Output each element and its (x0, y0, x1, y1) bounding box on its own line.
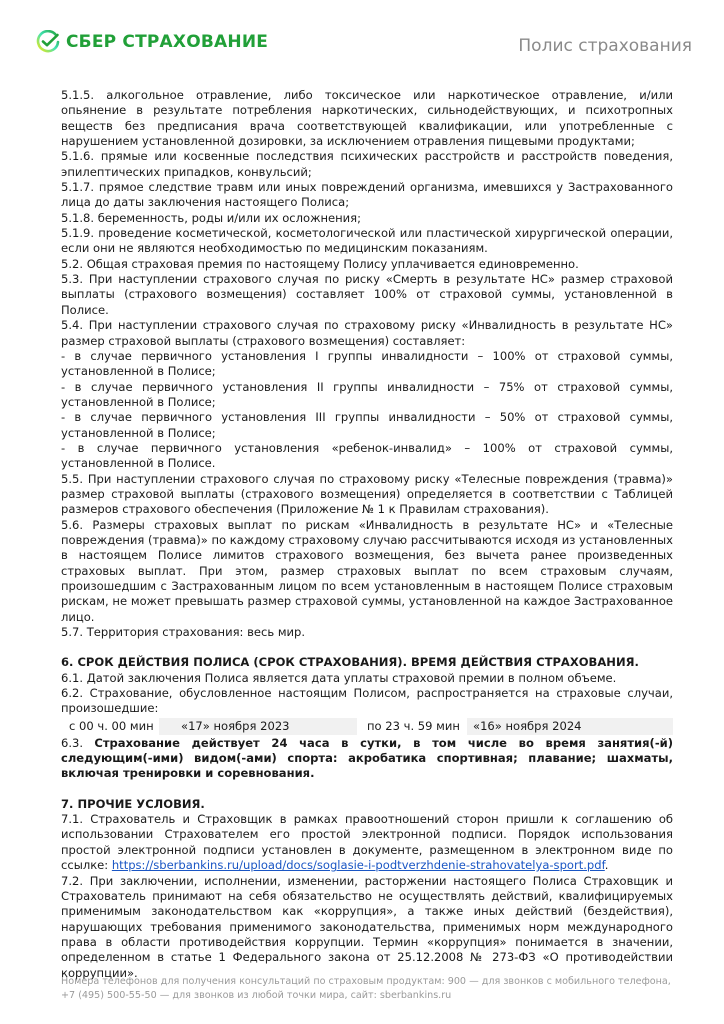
clause-7-1 (61, 812, 673, 873)
sber-logo-icon (36, 30, 60, 54)
page-header (0, 0, 724, 70)
clause-5-3: 5.3. При наступлении страхового случая по риску «Смерть в результате НС» размер страховой выплаты (страхового возмещения) составляет 100% от страховой суммы, установленной в Полисе. (61, 272, 673, 317)
section-7-heading: 7. ПРОЧИЕ УСЛОВИЯ. (61, 796, 205, 811)
clause-6-1: 6.1. Датой заключения Полиса является дата уплаты страховой премии в полном объеме. (61, 670, 617, 685)
clause-5-7: 5.7. Территория страхования: весь мир. (61, 625, 306, 640)
clause-6-3 (61, 736, 673, 782)
insurance-period (61, 718, 673, 735)
clause-5-4-group-1: - в случае первичного установления I группы инвалидности – 100% от страховой суммы, установленной в Полисе; (61, 348, 673, 379)
clause-7-2: 7.2. При заключении, исполнении, изменении, расторжении настоящего Полиса Страховщик и Страхователь принимают на себя обязательство не осуществлять действий, квалифицируемых применимым законодательством как «коррупция», а также иных действий (бездействия), нарушающих требования применимого законодательства, применимых норм международного права в области противодействия коррупции. Термин «коррупция» понимается в значении, определенном в статье 1 Федерального закона от 25.12.2008 № 273-ФЗ «О противодействии коррупции». (61, 873, 673, 980)
clause-6-3-text: Страхование действует 24 часа в сутки, в том числе во время занятия(-й) следующим(-ими) видом(-ами) спорта: акробатика спортивная; плавание; шахматы, включая тренировки и соревнования. (61, 735, 673, 781)
logo-text: СБЕР СТРАХОВАНИЕ (66, 32, 269, 52)
clause-5-4-child: - в случае первичного установления «ребенок-инвалид» – 100% от страховой суммы, установленной в Полисе. (61, 440, 673, 471)
clause-5-1-8: 5.1.8. беременность, роды и/или их осложнения; (61, 210, 362, 225)
footer-line-2: +7 (495) 500-55-50 — для звонков из любой точки мира, сайт: sberbankins.ru (61, 990, 452, 1001)
company-logo (36, 30, 268, 54)
clause-5-1-5: 5.1.5. алкогольное отравление, либо токсическое или наркотическое отравление, и/или опьянение в результате потребления наркотических, сильнодействующих, и психотропных веществ без предписания врача соответствующей квалификации, или употребленные с нарушением установленной дозировки, за исключением отравления пищевыми продуктами; (61, 88, 673, 149)
document-title: Полис страхования (518, 36, 692, 56)
period-to-time: по 23 ч. 59 мин (367, 718, 460, 733)
clause-7-1-text: 7.1. Страхователь и Страховщик в рамках правоотношений сторон пришли к соглашению об использовании Страхователем его простой электронной подписи. Порядок использования простой электронной подписи установлен в документе, размещенном в электронном виде по ссылке: (61, 812, 673, 873)
period-from-time: с 00 ч. 00 мин (69, 718, 154, 733)
consent-document-link[interactable]: https://sberbankins.ru/upload/docs/soglasie-i-podtverzhdenie-strahovatelya-sport.pdf (111, 858, 605, 873)
clause-5-1-6: 5.1.6. прямые или косвенные последствия психических расстройств и расстройств поведения, эпилептических припадков, конвульсий; (61, 149, 673, 179)
clause-5-2: 5.2. Общая страховая премия по настоящему Полису уплачивается единовременно. (61, 256, 579, 271)
clause-6-2: 6.2. Страхование, обусловленное настоящим Полисом, распространяется на страховые случаи, произошедшие: (61, 686, 673, 716)
period-from-date: «17» ноября 2023 (159, 718, 357, 735)
clause-5-1-7: 5.1.7. прямое следствие травм или иных повреждений организма, имевшихся у Застрахованного лица до даты заключения настоящего Полиса; (61, 180, 673, 210)
document-body (61, 88, 673, 981)
clause-5-4: 5.4. При наступлении страхового случая по страховому риску «Инвалидность в результате НС» размер страховой выплаты (страхового возмещения) составляет: (61, 318, 673, 348)
clause-5-1-9: 5.1.9. проведение косметической, косметологической или пластической хирургической операции, если они не являются необходимостью по медицинским показаниям. (61, 226, 673, 256)
clause-5-4-group-3: - в случае первичного установления III группы инвалидности – 50% от страховой суммы, установленной в Полисе; (61, 410, 673, 440)
period-to-date: «16» ноября 2024 (467, 718, 673, 735)
clause-7-1-end: . (604, 858, 609, 873)
clause-5-5: 5.5. При наступлении страхового случая по страховому риску «Телесные повреждения (травма)» размер страховой выплаты (страхового возмещения) определяется в соответствии с Таблицей размеров страхового обеспечения (Приложение № 1 к Правилам страхования). (61, 471, 673, 517)
footer-line-1: Номера телефонов для получения консультаций по страховым продуктам: 900 — для звонков с мобильного телефона, (61, 976, 671, 987)
section-6-heading: 6. СРОК ДЕЙСТВИЯ ПОЛИСА (СРОК СТРАХОВАНИЯ). ВРЕМЯ ДЕЙСТВИЯ СТРАХОВАНИЯ. (61, 655, 639, 670)
clause-6-3-number: 6.3. (61, 735, 95, 750)
clause-5-6: 5.6. Размеры страховых выплат по рискам «Инвалидность в результате НС» и «Телесные повреждения (травма)» по каждому страховому случаю рассчитываются исходя из установленных в настоящем Полисе лимитов страхового возмещения, без вычета ранее произведенных страховых выплат. При этом, размер страховых выплат по всем страховым случаям, произошедшим с Застрахованным лицом по всем установленным в настоящем Полисе страховым рискам, не может превышать размер страховой суммы, установленной на каждое Застрахованное лицо. (61, 517, 673, 624)
clause-5-4-group-2: - в случае первичного установления II группы инвалидности – 75% от страховой суммы, установленной в Полисе; (61, 379, 673, 409)
page-footer (61, 975, 701, 1003)
